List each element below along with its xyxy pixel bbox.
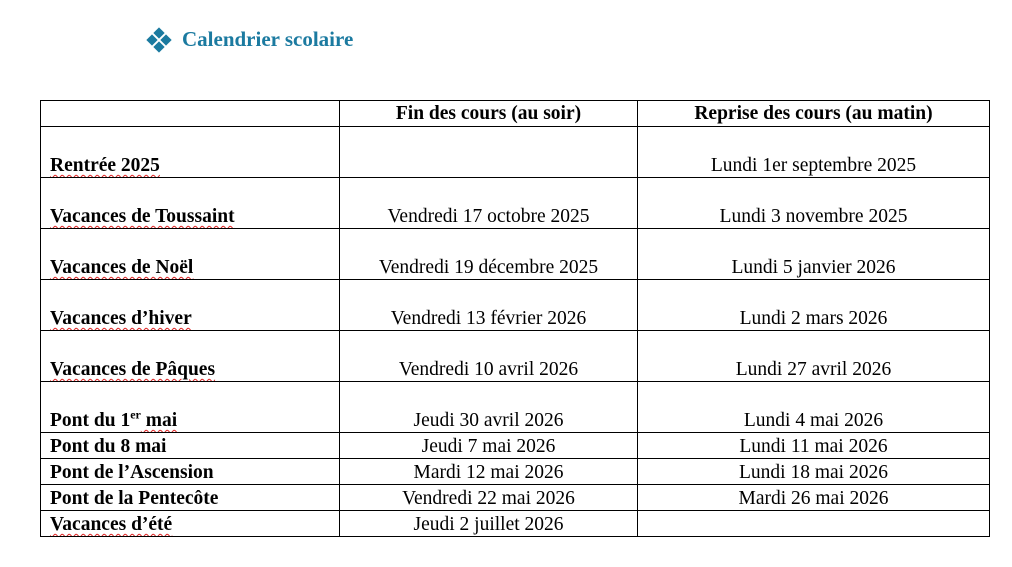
end-date: Jeudi 2 juillet 2026 xyxy=(340,511,638,537)
school-calendar-table xyxy=(40,100,990,537)
table-row xyxy=(41,331,990,382)
diamond-bullet-icon xyxy=(148,29,170,51)
row-label: Vacances de Toussaint xyxy=(41,178,340,229)
table-row xyxy=(41,127,990,178)
end-date: Mardi 12 mai 2026 xyxy=(340,459,638,485)
header-end-of-classes: Fin des cours (au soir) xyxy=(340,101,638,127)
resume-date xyxy=(638,511,990,537)
end-date: Vendredi 17 octobre 2025 xyxy=(340,178,638,229)
header-resumption: Reprise des cours (au matin) xyxy=(638,101,990,127)
table-row xyxy=(41,178,990,229)
row-label: Vacances d’été xyxy=(41,511,340,537)
row-label: Vacances de Noël xyxy=(41,229,340,280)
table-row xyxy=(41,459,990,485)
end-date: Vendredi 22 mai 2026 xyxy=(340,485,638,511)
row-label-prefix: Pont du 1 xyxy=(50,410,131,431)
row-label: Pont de l’Ascension xyxy=(41,459,340,485)
table-row xyxy=(41,433,990,459)
row-label: Pont du 8 mai xyxy=(41,433,340,459)
resume-date: Mardi 26 mai 2026 xyxy=(638,485,990,511)
row-label-suffix: mai xyxy=(140,410,178,431)
resume-date: Lundi 1er septembre 2025 xyxy=(638,127,990,178)
table-row xyxy=(41,229,990,280)
end-date xyxy=(340,127,638,178)
resume-date: Lundi 4 mai 2026 xyxy=(638,382,990,433)
row-label: Rentrée 2025 xyxy=(41,127,340,178)
row-label: Vacances d’hiver xyxy=(41,280,340,331)
table-header-row xyxy=(41,101,990,127)
resume-date: Lundi 2 mars 2026 xyxy=(638,280,990,331)
table-row xyxy=(41,280,990,331)
row-label: Vacances de Pâques xyxy=(41,331,340,382)
row-label: Pont de la Pentecôte xyxy=(41,485,340,511)
row-label-superscript: er xyxy=(130,407,141,422)
heading-title: Calendrier scolaire xyxy=(182,27,354,51)
resume-date: Lundi 27 avril 2026 xyxy=(638,331,990,382)
end-date: Vendredi 10 avril 2026 xyxy=(340,331,638,382)
end-date: Vendredi 19 décembre 2025 xyxy=(340,229,638,280)
resume-date: Lundi 18 mai 2026 xyxy=(638,459,990,485)
resume-date: Lundi 3 novembre 2025 xyxy=(638,178,990,229)
table-row xyxy=(41,485,990,511)
end-date: Jeudi 30 avril 2026 xyxy=(340,382,638,433)
table-row xyxy=(41,511,990,537)
row-label xyxy=(41,382,340,433)
end-date: Jeudi 7 mai 2026 xyxy=(340,433,638,459)
header-label-column xyxy=(41,101,340,127)
table-row xyxy=(41,382,990,433)
resume-date: Lundi 11 mai 2026 xyxy=(638,433,990,459)
resume-date: Lundi 5 janvier 2026 xyxy=(638,229,990,280)
end-date: Vendredi 13 février 2026 xyxy=(340,280,638,331)
section-heading xyxy=(148,27,353,52)
